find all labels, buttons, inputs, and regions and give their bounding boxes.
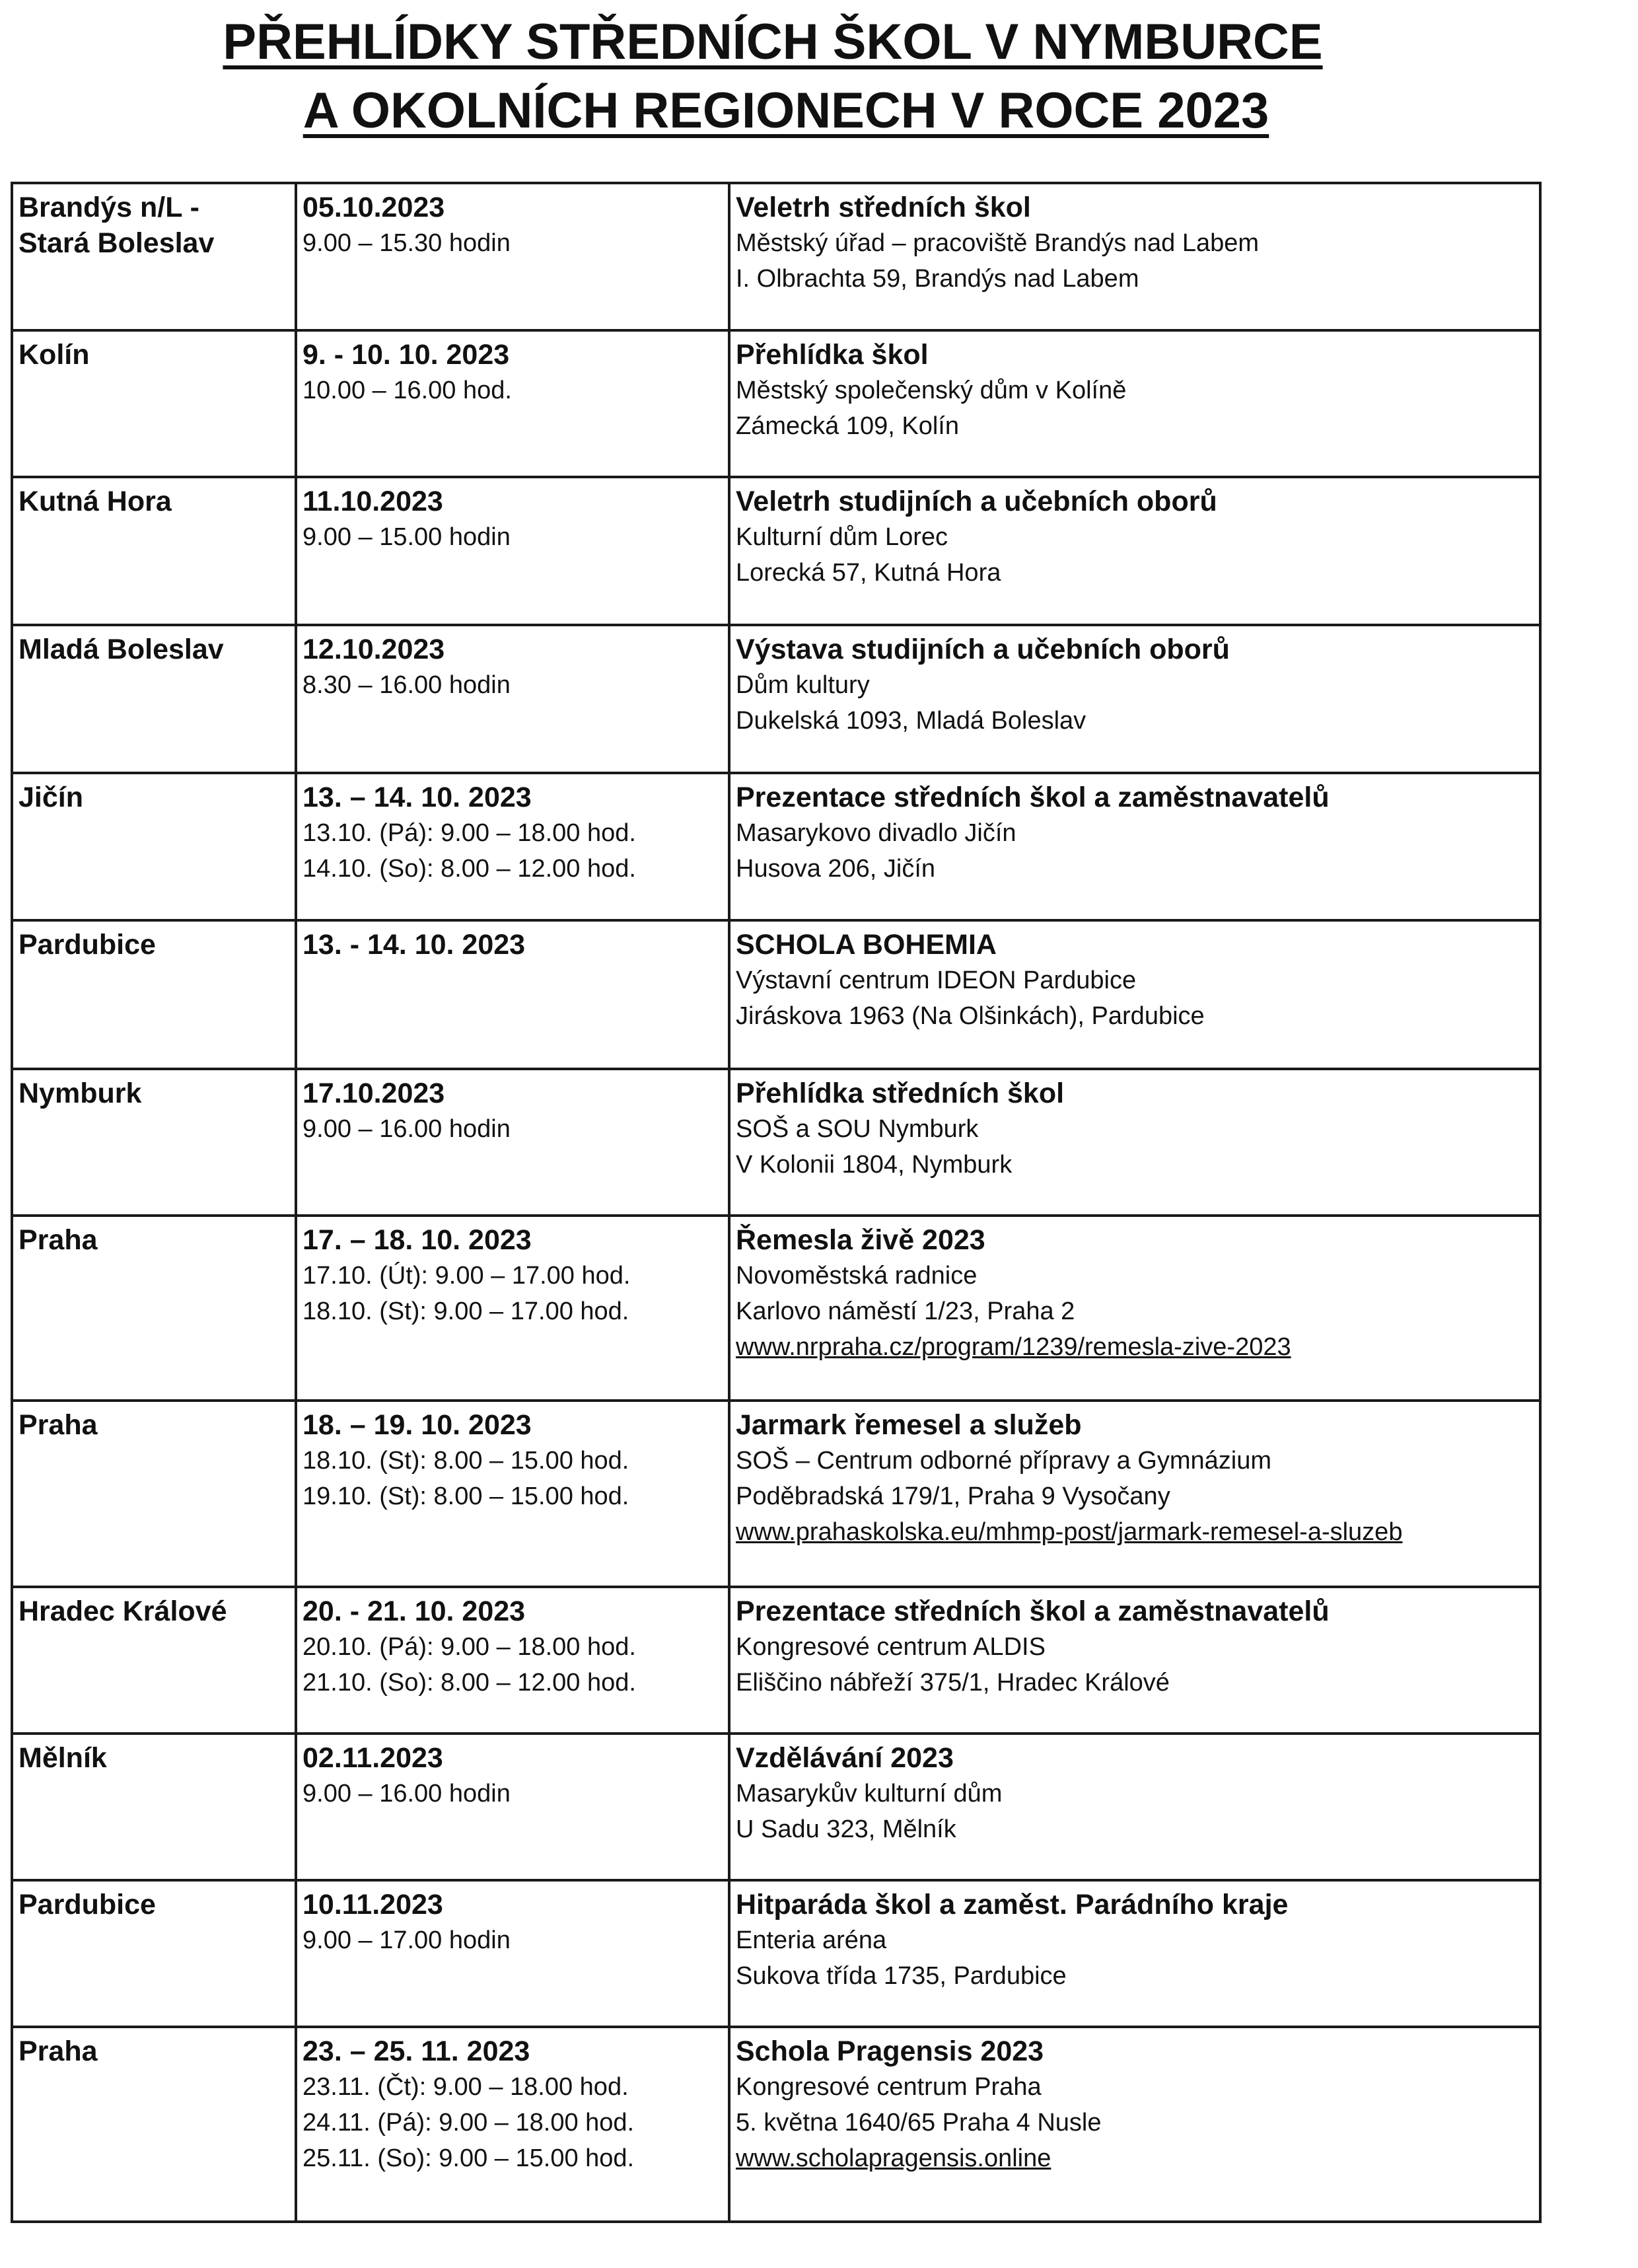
event-address-line: Dům kultury xyxy=(736,671,870,699)
event-address-line: Kongresové centrum Praha xyxy=(736,2073,1042,2101)
event-details-cell xyxy=(729,1069,1540,1216)
event-date-cell xyxy=(296,1216,729,1401)
event-date: 18. – 19. 10. 2023 xyxy=(303,1409,532,1441)
event-row xyxy=(12,920,1540,1069)
event-time: 13.10. (Pá): 9.00 – 18.00 hod. xyxy=(303,819,636,847)
event-location-cell xyxy=(12,2027,296,2222)
event-address-line: SOŠ a SOU Nymburk xyxy=(736,1115,979,1143)
event-address-line: U Sadu 323, Mělník xyxy=(736,1815,956,1843)
event-row xyxy=(12,477,1540,625)
event-date-cell xyxy=(296,920,729,1069)
event-address-line: Kulturní dům Lorec xyxy=(736,523,948,551)
event-location-cell xyxy=(12,1734,296,1880)
event-location-cell xyxy=(12,920,296,1069)
event-address-line: Lorecká 57, Kutná Hora xyxy=(736,559,1001,587)
event-time: 23.11. (Čt): 9.00 – 18.00 hod. xyxy=(303,2073,629,2101)
event-row xyxy=(12,1069,1540,1216)
event-address-line: Karlovo náměstí 1/23, Praha 2 xyxy=(736,1298,1075,1325)
event-address-line: Masarykův kulturní dům xyxy=(736,1780,1003,1808)
event-date: 23. – 25. 11. 2023 xyxy=(303,2035,530,2067)
event-time: 9.00 – 15.00 hodin xyxy=(303,523,511,551)
event-website-link[interactable]: www.nrpraha.cz/program/1239/remesla-zive-2023 xyxy=(736,1333,1291,1361)
event-date: 02.11.2023 xyxy=(303,1742,443,1774)
event-city: Mělník xyxy=(18,1742,107,1774)
event-details-cell xyxy=(729,625,1540,773)
event-date-cell xyxy=(296,773,729,920)
event-address-line: Sukova třída 1735, Pardubice xyxy=(736,1962,1067,1990)
event-date-cell xyxy=(296,183,729,330)
event-time: 9.00 – 17.00 hodin xyxy=(303,1926,511,1954)
event-time: 24.11. (Pá): 9.00 – 18.00 hod. xyxy=(303,2109,635,2137)
event-link-line xyxy=(736,1329,1535,1365)
event-date: 11.10.2023 xyxy=(303,486,443,517)
event-time: 18.10. (St): 9.00 – 17.00 hod. xyxy=(303,1298,629,1325)
events-table xyxy=(11,182,1542,2223)
event-city: Praha xyxy=(18,2035,98,2067)
event-date-cell xyxy=(296,625,729,773)
event-date: 20. - 21. 10. 2023 xyxy=(303,1595,526,1627)
event-address-line: Poděbradská 179/1, Praha 9 Vysočany xyxy=(736,1482,1170,1510)
event-address-line: V Kolonii 1804, Nymburk xyxy=(736,1151,1013,1179)
title-text-2: A OKOLNÍCH REGIONECH V ROCE 2023 xyxy=(303,83,1269,139)
event-city: Mladá Boleslav xyxy=(18,634,224,665)
event-details-cell xyxy=(729,2027,1540,2222)
event-location-cell xyxy=(12,773,296,920)
event-location-cell xyxy=(12,330,296,477)
event-city: Praha xyxy=(18,1409,98,1441)
event-name: Přehlídka škol xyxy=(736,339,929,371)
event-details-cell xyxy=(729,1587,1540,1734)
event-details-cell xyxy=(729,183,1540,330)
event-date: 12.10.2023 xyxy=(303,634,445,665)
event-name: Prezentace středních škol a zaměstnavatelů xyxy=(736,782,1330,813)
event-address-line: 5. května 1640/65 Praha 4 Nusle xyxy=(736,2109,1102,2137)
event-row xyxy=(12,2027,1540,2222)
event-details-cell xyxy=(729,1216,1540,1401)
event-website-link[interactable]: www.prahaskolska.eu/mhmp-post/jarmark-remesel-a-sluzeb xyxy=(736,1518,1403,1546)
event-date: 17.10.2023 xyxy=(303,1078,445,1109)
event-time: 25.11. (So): 9.00 – 15.00 hod. xyxy=(303,2144,635,2172)
event-address-line: Zámecká 109, Kolín xyxy=(736,412,959,440)
event-address-line: Kongresové centrum ALDIS xyxy=(736,1633,1046,1661)
event-name: Hitparáda škol a zaměst. Parádního kraje xyxy=(736,1889,1289,1920)
event-date-cell xyxy=(296,1587,729,1734)
event-location-cell xyxy=(12,1401,296,1587)
event-time: 10.00 – 16.00 hod. xyxy=(303,377,512,404)
event-row xyxy=(12,1587,1540,1734)
event-name: Prezentace středních škol a zaměstnavatelů xyxy=(736,1595,1330,1627)
event-website-link[interactable]: www.scholapragensis.online xyxy=(736,2144,1051,2172)
event-time: 9.00 – 15.30 hodin xyxy=(303,229,511,257)
event-date: 9. - 10. 10. 2023 xyxy=(303,339,510,371)
event-row xyxy=(12,625,1540,773)
event-address-line: Husova 206, Jičín xyxy=(736,855,936,883)
event-name: Vzdělávání 2023 xyxy=(736,1742,954,1774)
page-title-line-2 xyxy=(0,81,1605,141)
event-city: Praha xyxy=(18,1224,98,1256)
event-location-cell xyxy=(12,1587,296,1734)
event-address-line: Eliščino nábřeží 375/1, Hradec Králové xyxy=(736,1669,1170,1697)
event-date-cell xyxy=(296,1880,729,2027)
event-link-line xyxy=(736,1514,1535,1550)
event-time: 14.10. (So): 8.00 – 12.00 hod. xyxy=(303,855,636,883)
event-row xyxy=(12,183,1540,330)
event-details-cell xyxy=(729,920,1540,1069)
event-details-cell xyxy=(729,330,1540,477)
event-address-line: I. Olbrachta 59, Brandýs nad Labem xyxy=(736,265,1139,293)
event-details-cell xyxy=(729,1734,1540,1880)
event-city: Hradec Králové xyxy=(18,1595,227,1627)
event-details-cell xyxy=(729,1401,1540,1587)
event-name: Výstava studijních a učebních oborů xyxy=(736,634,1230,665)
event-date-cell xyxy=(296,2027,729,2222)
event-date: 13. - 14. 10. 2023 xyxy=(303,929,526,961)
event-name: Schola Pragensis 2023 xyxy=(736,2035,1044,2067)
event-time: 20.10. (Pá): 9.00 – 18.00 hod. xyxy=(303,1633,636,1661)
event-details-cell xyxy=(729,773,1540,920)
event-row xyxy=(12,1880,1540,2027)
event-date-cell xyxy=(296,1734,729,1880)
event-city: Jičín xyxy=(18,782,83,813)
event-address-line: Dukelská 1093, Mladá Boleslav xyxy=(736,707,1086,735)
event-date-cell xyxy=(296,330,729,477)
event-row xyxy=(12,1401,1540,1587)
event-row xyxy=(12,1216,1540,1401)
event-name: Přehlídka středních škol xyxy=(736,1078,1065,1109)
page-title-line-1 xyxy=(0,12,1592,73)
event-address-line: Masarykovo divadlo Jičín xyxy=(736,819,1016,847)
event-date-cell xyxy=(296,477,729,625)
event-time: 9.00 – 16.00 hodin xyxy=(303,1780,511,1808)
event-link-line xyxy=(736,2140,1535,2176)
event-details-cell xyxy=(729,1880,1540,2027)
event-location-cell xyxy=(12,477,296,625)
event-date: 13. – 14. 10. 2023 xyxy=(303,782,532,813)
event-name: Jarmark řemesel a služeb xyxy=(736,1409,1082,1441)
event-name: Veletrh studijních a učebních oborů xyxy=(736,486,1217,517)
event-name: Veletrh středních škol xyxy=(736,192,1031,223)
event-time: 8.30 – 16.00 hodin xyxy=(303,671,511,699)
event-location-cell xyxy=(12,1069,296,1216)
event-time: 21.10. (So): 8.00 – 12.00 hod. xyxy=(303,1669,636,1697)
title-text-1: PŘEHLÍDKY STŘEDNÍCH ŠKOL V NYMBURCE xyxy=(223,14,1323,70)
event-date: 17. – 18. 10. 2023 xyxy=(303,1224,532,1256)
event-row xyxy=(12,330,1540,477)
event-city: Stará Boleslav xyxy=(18,227,215,259)
event-city: Kolín xyxy=(18,339,90,371)
event-name: SCHOLA BOHEMIA xyxy=(736,929,997,961)
event-address-line: Městský úřad – pracoviště Brandýs nad Labem xyxy=(736,229,1260,257)
event-time: 17.10. (Út): 9.00 – 17.00 hod. xyxy=(303,1262,631,1290)
event-city: Pardubice xyxy=(18,929,156,961)
event-address-line: Novoměstská radnice xyxy=(736,1262,978,1290)
event-details-cell xyxy=(729,477,1540,625)
event-time: 18.10. (St): 8.00 – 15.00 hod. xyxy=(303,1447,629,1475)
event-date-cell xyxy=(296,1069,729,1216)
event-address-line: Výstavní centrum IDEON Pardubice xyxy=(736,967,1137,994)
event-address-line: Enteria aréna xyxy=(736,1926,887,1954)
events-table-body xyxy=(12,183,1540,2222)
event-name: Řemesla živě 2023 xyxy=(736,1224,985,1256)
event-time: 19.10. (St): 8.00 – 15.00 hod. xyxy=(303,1482,629,1510)
event-location-cell xyxy=(12,1880,296,2027)
event-location-cell xyxy=(12,183,296,330)
event-date-cell xyxy=(296,1401,729,1587)
event-address-line: Jiráskova 1963 (Na Olšinkách), Pardubice xyxy=(736,1002,1205,1030)
event-date: 05.10.2023 xyxy=(303,192,445,223)
event-city: Pardubice xyxy=(18,1889,156,1920)
event-location-cell xyxy=(12,1216,296,1401)
event-date: 10.11.2023 xyxy=(303,1889,443,1920)
event-city: Nymburk xyxy=(18,1078,142,1109)
event-city: Kutná Hora xyxy=(18,486,172,517)
event-address-line: Městský společenský dům v Kolíně xyxy=(736,377,1127,404)
event-time: 9.00 – 16.00 hodin xyxy=(303,1115,511,1143)
event-address-line: SOŠ – Centrum odborné přípravy a Gymnázium xyxy=(736,1447,1272,1475)
event-row xyxy=(12,1734,1540,1880)
event-row xyxy=(12,773,1540,920)
event-city: Brandýs n/L - xyxy=(18,192,199,223)
event-location-cell xyxy=(12,625,296,773)
